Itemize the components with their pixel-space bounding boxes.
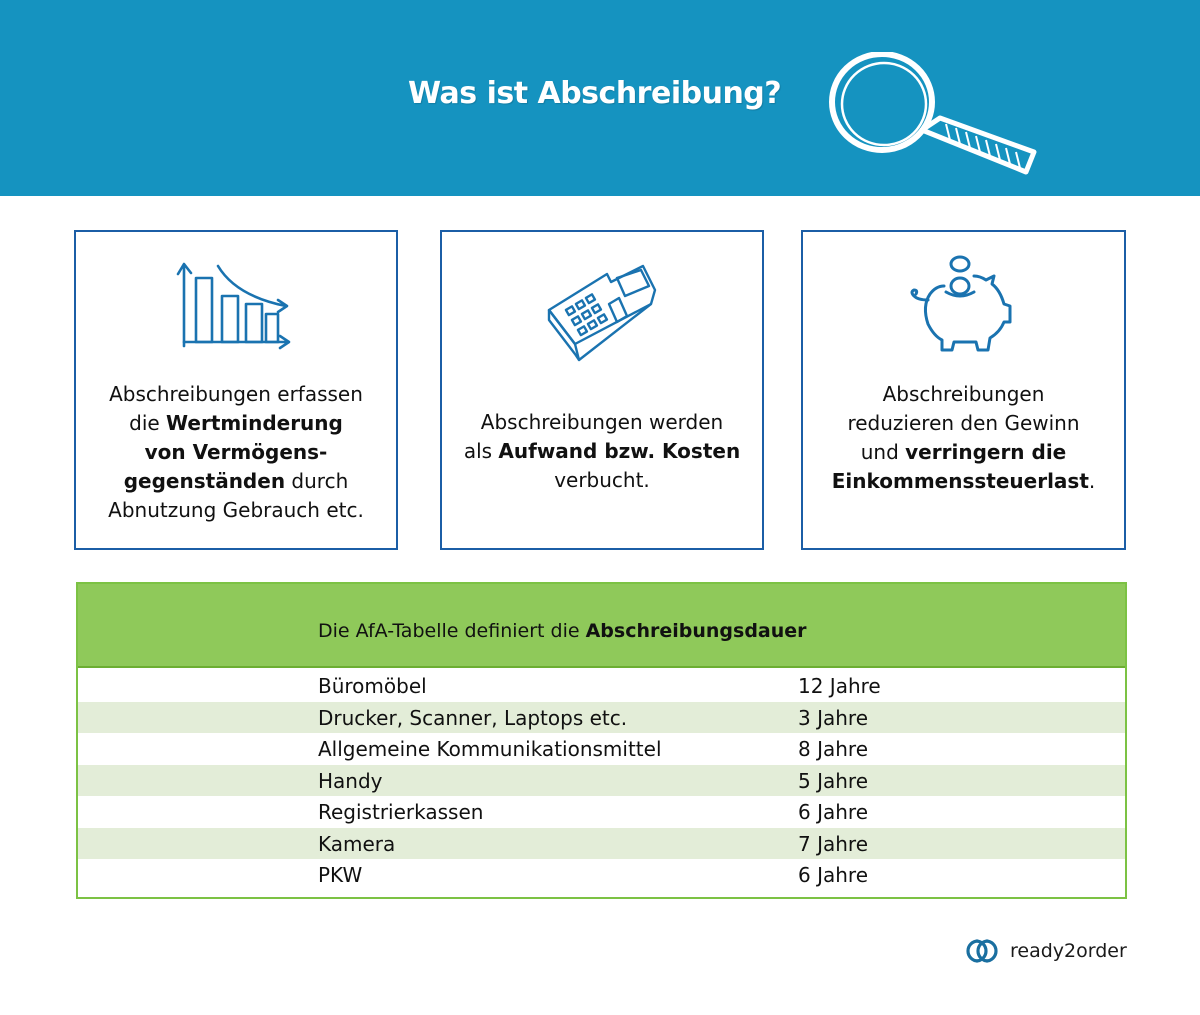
table-row <box>78 765 1125 797</box>
card-text: Abschreibungen werden als Aufwand bzw. Kosten verbucht. <box>463 410 741 492</box>
asset-name: Drucker, Scanner, Laptops etc. <box>318 705 628 730</box>
asset-duration: 7 Jahre <box>798 831 868 856</box>
asset-name: PKW <box>318 863 363 887</box>
table-row <box>78 859 1125 891</box>
asset-name: Büromöbel <box>318 674 427 698</box>
table-row <box>78 670 1125 702</box>
magnifier-icon <box>822 52 1042 182</box>
info-card-steuerlast <box>801 230 1126 550</box>
ready2order-logo-icon <box>962 937 1002 965</box>
asset-duration: 12 Jahre <box>798 674 881 698</box>
afa-table <box>76 582 1127 899</box>
piggy-bank-icon <box>906 254 1022 354</box>
table-row <box>78 702 1125 734</box>
info-card-wertminderung <box>74 230 398 550</box>
asset-duration: 3 Jahre <box>798 705 868 730</box>
logo-text: ready2order <box>1010 940 1127 962</box>
card-text: Abschreibungen erfassen die Wertminderung von Vermögens- gegenständen durch Abnutzung Gebrauch etc. <box>108 382 364 522</box>
info-card-aufwand <box>440 230 764 550</box>
asset-name: Registrierkassen <box>318 800 484 824</box>
card-text: Abschreibungen reduzieren den Gewinn und verringern die Einkommenssteuerlast. <box>831 382 1096 493</box>
asset-duration: 6 Jahre <box>798 800 868 824</box>
brand-logo <box>962 937 1127 965</box>
page-title: Was ist Abschreibung? <box>408 76 782 111</box>
table-row <box>78 796 1125 828</box>
asset-name: Kamera <box>318 831 396 856</box>
asset-name: Handy <box>318 768 383 793</box>
asset-duration: 5 Jahre <box>798 768 868 793</box>
afa-table-title: Die AfA-Tabelle definiert die Abschreibungsdauer <box>318 620 807 642</box>
declining-bar-chart-icon <box>176 260 296 352</box>
afa-table-body <box>78 670 1125 891</box>
afa-table-header <box>78 584 1125 668</box>
cash-register-icon <box>545 264 659 364</box>
asset-name: Allgemeine Kommunikationsmittel <box>318 737 662 761</box>
asset-duration: 6 Jahre <box>798 863 868 887</box>
table-row <box>78 733 1125 765</box>
asset-duration: 8 Jahre <box>798 737 868 761</box>
header-banner <box>0 0 1200 196</box>
table-row <box>78 828 1125 860</box>
